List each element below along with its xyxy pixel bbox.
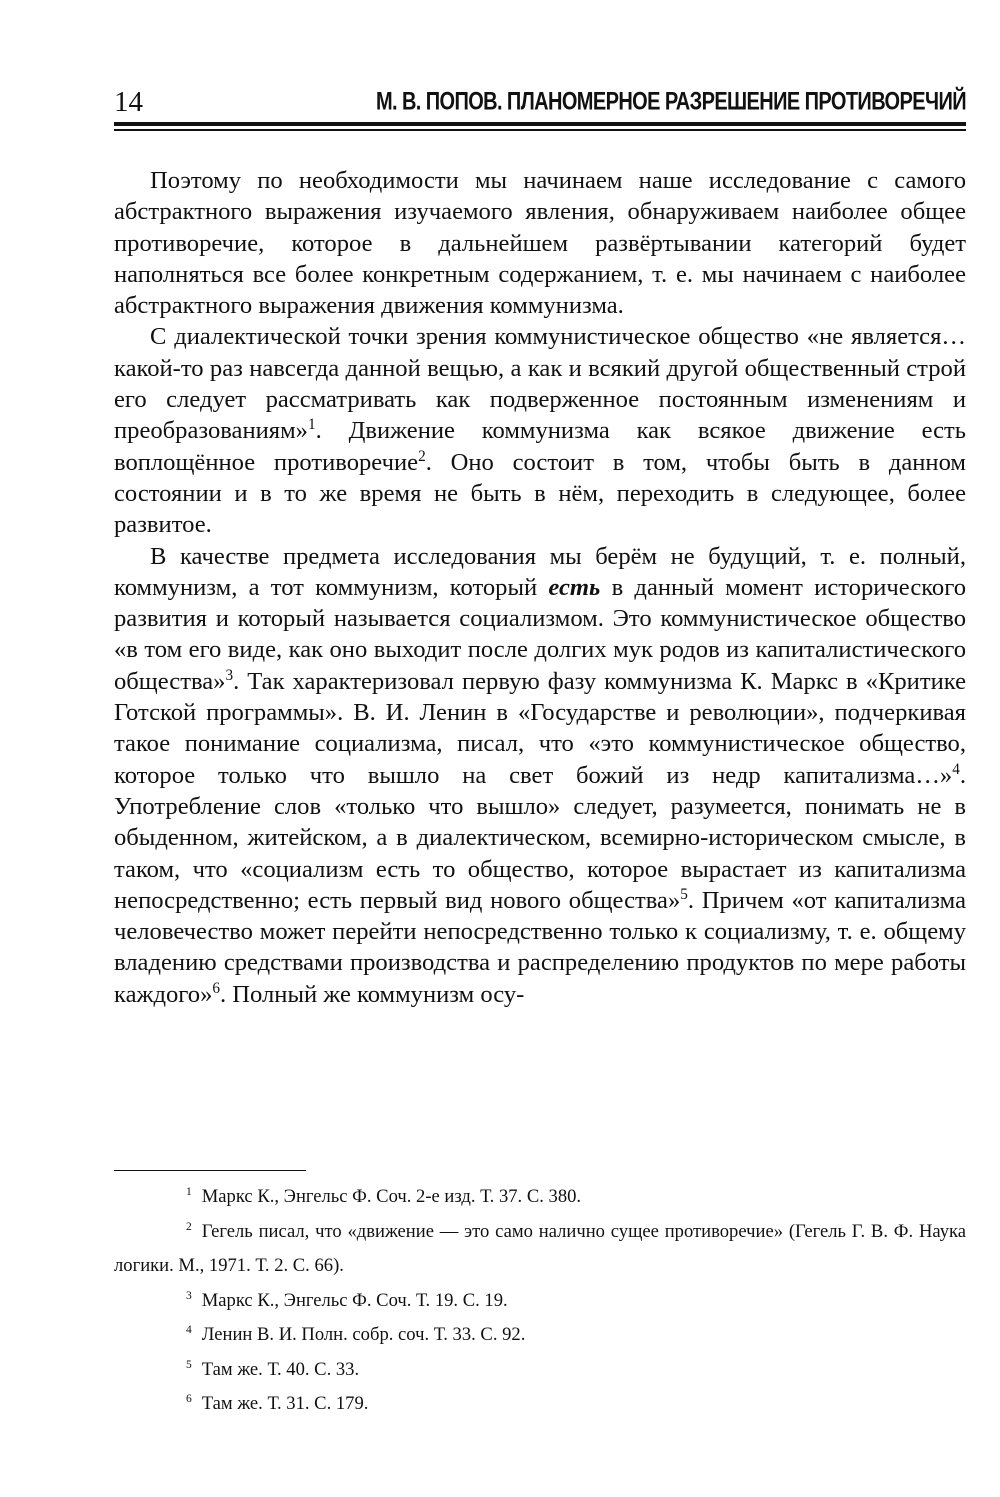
footnote-text: Маркс К., Энгельс Ф. Соч. 2-е изд. Т. 37. С. 380. <box>201 1186 582 1207</box>
footnote-ref-4[interactable]: 4 <box>952 760 960 778</box>
footnote-6: $^6$ Там же. Т. 31. С. 179. <box>186 1393 369 1414</box>
footnote-text: Там же. Т. 40. С. 33. <box>201 1358 360 1380</box>
paragraph-3-text-e: . Причем «от капитализма человечество может перейти непосредственно только к социализму, т. е. общему владению средствами производства и распределению продуктов по мере работы каждого» <box>114 886 966 1008</box>
page-number: 14 <box>114 86 143 118</box>
paragraph-3-text-f: . Полный же коммунизм осу- <box>220 980 525 1008</box>
header-rule-thin <box>114 129 966 131</box>
page-header <box>114 84 966 120</box>
running-title: М. В. ПОПОВ. ПЛАНОМЕРНОЕ РАЗРЕШЕНИЕ ПРОТИВОРЕЧИЙ <box>375 88 966 116</box>
footnote-1: $^1$ Маркс К., Энгельс Ф. Соч. 2-е изд. Т. 37. С. 380. <box>186 1186 582 1207</box>
paragraph-3-text-b: в данный момент исторического развития и который называется социализмом. Это коммунистическое общество «в том его виде, как оно выходит после долгих мук родов из капиталистического общества» <box>114 573 966 695</box>
paragraph-3-text-d: . Употребление слов «только что вышло» следует, разумеется, понимать не в обыденном, житейском, а в диалектическом, всемирно-историческом смысле, в таком, что «социализм есть то общество, которое вырастает из капитализма непосредственно; есть первый вид нового общества» <box>114 761 966 914</box>
paragraph-2-text-a: С диалектической точки зрения коммунистическое общество «не является… какой-то раз навсегда данной вещью, а как и всякий другой общественный строй его следует рассматривать как подверженное постоянным изменениям и преобразованиям» <box>114 323 966 445</box>
paragraph-1 <box>114 165 966 321</box>
footnote-3: $^3$ Маркс К., Энгельс Ф. Соч. Т. 19. С. 19. <box>186 1289 508 1311</box>
footnote-4: $^4$ Ленин В. И. Полн. собр. соч. Т. 33. С. 92. <box>186 1324 526 1345</box>
paragraph-3-text-c: . Так характеризовал первую фазу коммунизма К. Маркс в «Критике Готской программы». В. И. Ленин в «Государстве и революции», подчеркивая такое понимание социализма, писал, что «это коммунистическое общество, которое только что вышло на свет божий из недр капитализма…» <box>114 667 966 789</box>
paragraph-3-text-a: В качестве предмета исследования мы берём не будущий, т. е. полный, коммунизм, а тот коммунизм, который <box>114 542 966 601</box>
footnote-ref-1[interactable]: 1 <box>307 416 316 434</box>
paragraph-2 <box>114 321 966 540</box>
paragraph-1-text: Поэтому по необходимости мы начинаем наше исследование с самого абстрактного выражения изучаемого явления, обнаруживаем наиболее общее противоречие, которое в дальнейшем развёртывании категорий будет наполняться все более конкретным содержанием, т. е. мы начинаем с наиболее абстрактного выражения движения коммунизма. <box>114 167 966 320</box>
header-rule-thick <box>114 122 966 126</box>
footnote-text: Маркс К., Энгельс Ф. Соч. Т. 19. С. 19. <box>201 1289 508 1311</box>
footnote-5: $^5$ Там же. Т. 40. С. 33. <box>186 1358 360 1380</box>
paragraph-2-text-c: . Оно состоит в том, чтобы быть в данном состоянии и в то же время не быть в нём, переходить в следующее, более развитое. <box>114 448 966 539</box>
footnote-ref-2[interactable]: 2 <box>418 447 426 465</box>
paragraph-3 <box>114 541 966 1010</box>
emphasis-word: есть <box>548 573 601 601</box>
footnote-text: Ленин В. И. Полн. собр. соч. Т. 33. С. 92. <box>201 1324 526 1345</box>
body-text <box>114 165 966 1010</box>
footnote-divider <box>114 1170 306 1171</box>
footnote-text: Гегель писал, что «движение — это само налично сущее противоречие» (Гегель Г. В. Ф. Наука логики. М., 1971. Т. 2. С. 66). <box>114 1220 966 1276</box>
paragraph-2-text-b: . Движение коммунизма как всякое движение есть воплощённое противоречие <box>114 417 966 476</box>
footnote-ref-6[interactable]: 6 <box>212 979 220 997</box>
footnotes <box>114 1180 966 1422</box>
footnote-text: Там же. Т. 31. С. 179. <box>201 1393 369 1414</box>
footnote-2: $^2$ Гегель писал, что «движение — это само налично сущее противоречие» (Гегель Г. В. Ф. Наука логики. М., 1971. Т. 2. С. 66). <box>114 1220 966 1276</box>
footnote-ref-3[interactable]: 3 <box>225 666 234 684</box>
footnote-ref-5[interactable]: 5 <box>680 885 688 903</box>
